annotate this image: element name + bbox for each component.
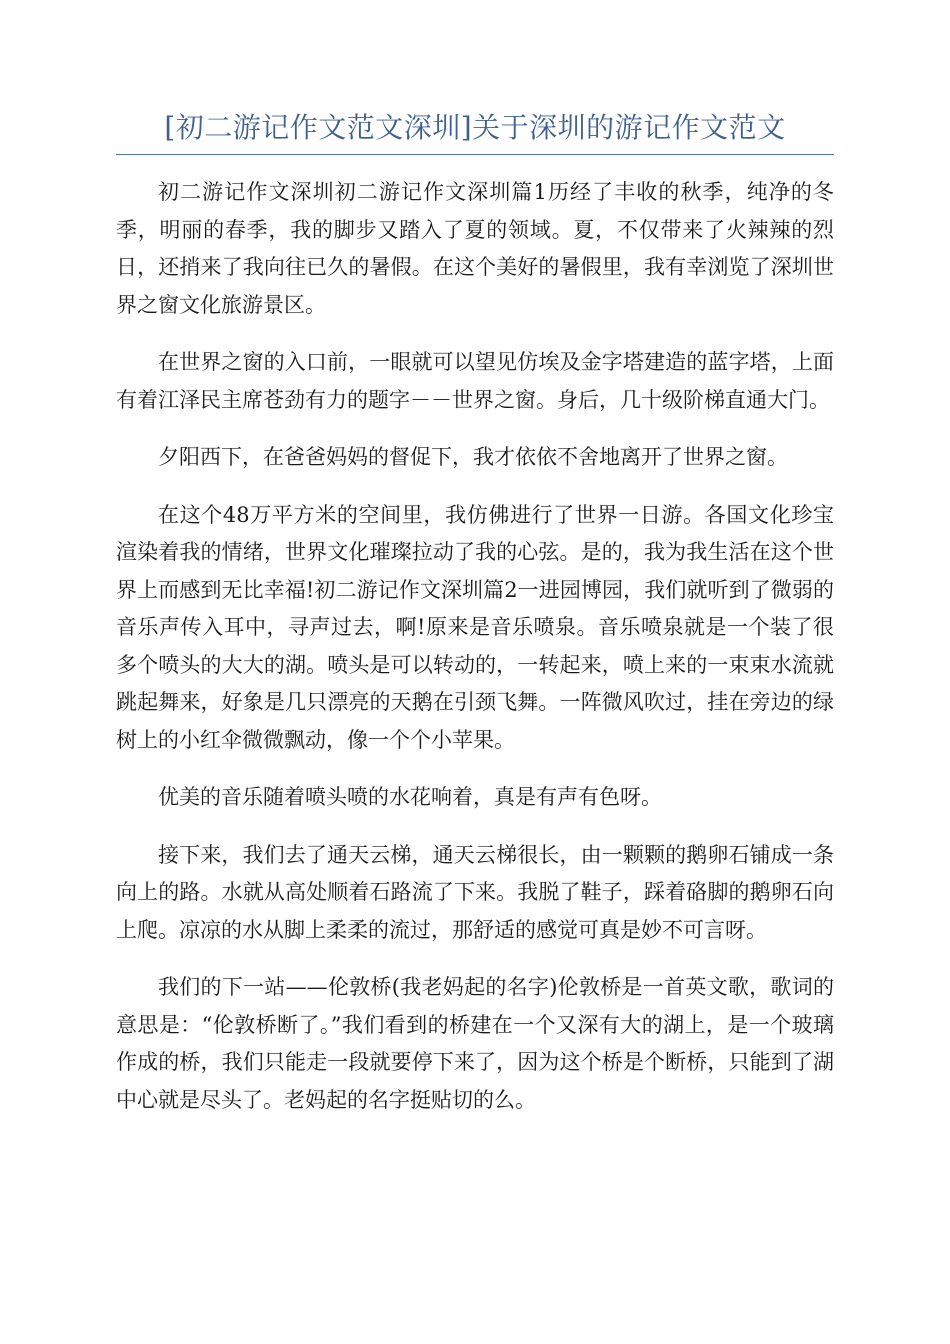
paragraph: 优美的音乐随着喷头喷的水花响着，真是有声有色呀。 xyxy=(158,785,662,809)
paragraph: 初二游记作文深圳初二游记作文深圳篇1历经了丰收的秋季，纯净的冬季，明丽的春季，我的脚步又踏入了夏的领域。夏，不仅带来了火辣辣的烈日，还捎来了我向往已久的暑假。在这个美好的暑假里，我有幸浏览了深圳世界之窗文化旅游景区。 xyxy=(116,180,834,317)
paragraph: 接下来，我们去了通天云梯，通天云梯很长，由一颗颗的鹅卵石铺成一条向上的路。水就从高处顺着石路流了下来。我脱了鞋子，踩着硌脚的鹅卵石向上爬。凉凉的水从脚上柔柔的流过，那舒适的感觉可真是妙不可言呀。 xyxy=(116,842,834,942)
paragraph: 在世界之窗的入口前，一眼就可以望见仿埃及金字塔建造的蓝字塔，上面有着江泽民主席苍劲有力的题字－－世界之窗。身后，几十级阶梯直通大门。 xyxy=(116,350,834,412)
paragraph: 在这个48万平方米的空间里，我仿佛进行了世界一日游。各国文化珍宝渲染着我的情绪，世界文化璀璨拉动了我的心弦。是的，我为我生活在这个世界上而感到无比幸福!初二游记作文深圳篇2一进园博园，我们就听到了微弱的音乐声传入耳中，寻声过去，啊!原来是音乐喷泉。音乐喷泉就是一个装了很多个喷头的大大的湖。喷头是可以转动的，一转起来，喷上来的一束束水流就跳起舞来，好象是几只漂亮的天鹅在引颈飞舞。一阵微风吹过，挂在旁边的绿树上的小红伞微微飘动，像一个个小苹果。 xyxy=(116,502,834,752)
paragraph: 我们的下一站——伦敦桥(我老妈起的名字)伦敦桥是一首英文歌，歌词的意思是：“伦敦桥断了。”我们看到的桥建在一个又深有大的湖上，是一个玻璃作成的桥，我们只能走一段就要停下来了，因为这个桥是个断桥，只能到了湖中心就是尽头了。老妈起的名字挺贴切的么。 xyxy=(116,975,834,1112)
title-underline xyxy=(116,154,834,155)
document-title: [初二游记作文范文深圳]关于深圳的游记作文范文 xyxy=(164,111,786,144)
paragraph: 夕阳西下，在爸爸妈妈的督促下，我才依依不舍地离开了世界之窗。 xyxy=(158,445,788,469)
document-body xyxy=(116,174,834,1139)
